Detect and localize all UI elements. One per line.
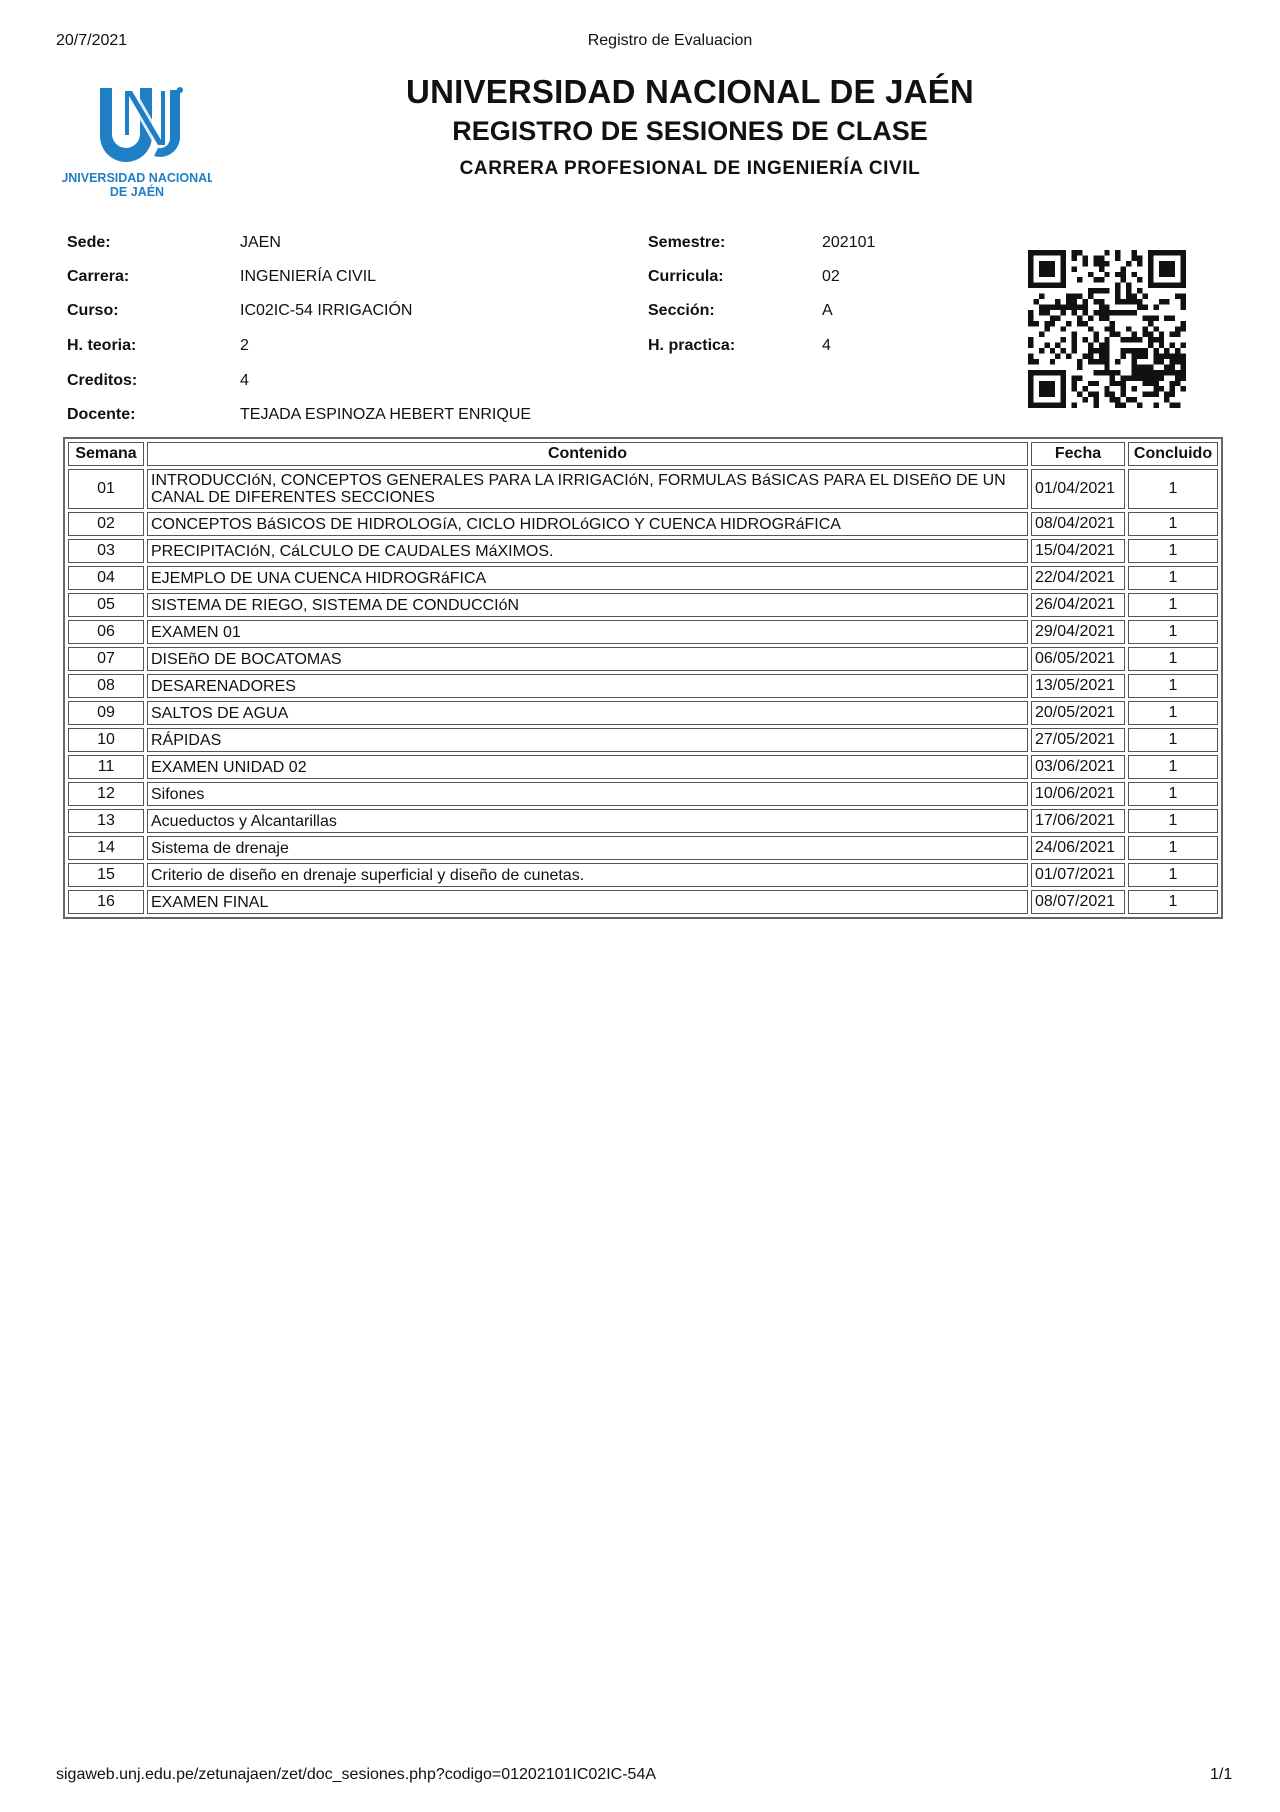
- table-row: [68, 755, 1218, 779]
- table-row: [68, 728, 1218, 752]
- cell-contenido: Sifones: [147, 782, 1028, 806]
- cell-contenido: DESARENADORES: [147, 674, 1028, 698]
- cell-concluido: 1: [1128, 647, 1218, 671]
- cell-fecha: 27/05/2021: [1031, 728, 1125, 752]
- sede-value: JAEN: [240, 234, 281, 251]
- document-title: REGISTRO DE SESIONES DE CLASE: [452, 116, 928, 146]
- cell-semana: 09: [68, 701, 144, 725]
- cell-contenido: EXAMEN UNIDAD 02: [147, 755, 1028, 779]
- table-row: [68, 593, 1218, 617]
- cell-concluido: 1: [1128, 620, 1218, 644]
- carrera-label: Carrera:: [67, 268, 130, 285]
- semestre-label: Semestre:: [648, 234, 726, 251]
- cell-contenido: RÁPIDAS: [147, 728, 1028, 752]
- table-row: [68, 809, 1218, 833]
- curricula-value: 02: [822, 268, 840, 285]
- table-row: [68, 782, 1218, 806]
- cell-contenido: Sistema de drenaje: [147, 836, 1028, 860]
- semestre-value: 202101: [822, 234, 876, 251]
- h-teoria-label: H. teoria:: [67, 337, 137, 354]
- cell-fecha: 26/04/2021: [1031, 593, 1125, 617]
- cell-semana: 11: [68, 755, 144, 779]
- cell-semana: 14: [68, 836, 144, 860]
- cell-fecha: 01/07/2021: [1031, 863, 1125, 887]
- cell-fecha: 01/04/2021: [1031, 469, 1125, 509]
- footer-url[interactable]: sigaweb.unj.edu.pe/zetunajaen/zet/doc_sesiones.php?codigo=01202101IC02IC-54A: [56, 1766, 657, 1783]
- cell-fecha: 24/06/2021: [1031, 836, 1125, 860]
- table-row: [68, 647, 1218, 671]
- cell-semana: 02: [68, 512, 144, 536]
- table-row: [68, 890, 1218, 914]
- table-row: [68, 512, 1218, 536]
- cell-concluido: 1: [1128, 809, 1218, 833]
- cell-semana: 05: [68, 593, 144, 617]
- print-title-wrap: [0, 32, 1200, 50]
- cell-semana: 08: [68, 674, 144, 698]
- header-concluido: Concluido: [1128, 442, 1218, 466]
- cell-contenido: EJEMPLO DE UNA CUENCA HIDROGRáFICA: [147, 566, 1028, 590]
- cell-semana: 16: [68, 890, 144, 914]
- cell-concluido: 1: [1128, 755, 1218, 779]
- seccion-label: Secci​ón:: [648, 302, 715, 319]
- cell-concluido: 1: [1128, 782, 1218, 806]
- cell-semana: 03: [68, 539, 144, 563]
- cell-contenido: EXAMEN FINAL: [147, 890, 1028, 914]
- creditos-label: Creditos:: [67, 372, 138, 389]
- cell-contenido: PRECIPITACIóN, CáLCULO DE CAUDALES MáXIMOS.: [147, 539, 1028, 563]
- cell-fecha: 10/06/2021: [1031, 782, 1125, 806]
- cell-fecha: 20/05/2021: [1031, 701, 1125, 725]
- curricula-label: Curricula:: [648, 268, 724, 285]
- table-row: [68, 620, 1218, 644]
- footer-page-number: 1/1: [1210, 1766, 1233, 1783]
- cell-concluido: 1: [1128, 512, 1218, 536]
- svg-text:DE JAÉN: DE JAÉN: [109, 185, 165, 199]
- cell-fecha: 08/04/2021: [1031, 512, 1125, 536]
- document-header: [300, 72, 1080, 182]
- table-row: [68, 701, 1218, 725]
- docente-value: TEJADA ESPINOZA HEBERT ENRIQUE: [240, 406, 532, 423]
- career-name: CARRERA PROFESIONAL DE INGENIERÍA CIVIL: [459, 158, 921, 179]
- table-row: [68, 863, 1218, 887]
- university-name: UNIVERSIDAD NACIONAL DE JAÉN: [406, 73, 974, 110]
- sessions-table: [63, 437, 1223, 919]
- cell-concluido: 1: [1128, 836, 1218, 860]
- table-row: [68, 469, 1218, 509]
- cell-concluido: 1: [1128, 593, 1218, 617]
- cell-concluido: 1: [1128, 701, 1218, 725]
- h-teoria-value: 2: [240, 337, 249, 354]
- seccion-value: A: [822, 302, 833, 319]
- cell-semana: 12: [68, 782, 144, 806]
- cell-concluido: 1: [1128, 469, 1218, 509]
- cell-contenido: CONCEPTOS BáSICOS DE HIDROLOGíA, CICLO HIDROLóGICO Y CUENCA HIDROGRáFICA: [147, 512, 1028, 536]
- cell-semana: 06: [68, 620, 144, 644]
- docente-label: Docente:: [67, 406, 136, 423]
- header-fecha: Fecha: [1031, 442, 1125, 466]
- cell-concluido: 1: [1128, 890, 1218, 914]
- h-practica-label: H. practica:: [648, 337, 736, 354]
- cell-semana: 13: [68, 809, 144, 833]
- cell-fecha: 22/04/2021: [1031, 566, 1125, 590]
- cell-fecha: 03/06/2021: [1031, 755, 1125, 779]
- cell-concluido: 1: [1128, 539, 1218, 563]
- cell-fecha: 15/04/2021: [1031, 539, 1125, 563]
- cell-fecha: 08/07/2021: [1031, 890, 1125, 914]
- cell-contenido: DISEñO DE BOCATOMAS: [147, 647, 1028, 671]
- table-row: [68, 539, 1218, 563]
- table-row: [68, 566, 1218, 590]
- table-row: [68, 674, 1218, 698]
- h-practica-value: 4: [822, 337, 831, 354]
- print-date: 20/7/2021: [56, 32, 128, 49]
- cell-contenido: SISTEMA DE RIEGO, SISTEMA DE CONDUCCIóN: [147, 593, 1028, 617]
- cell-concluido: 1: [1128, 674, 1218, 698]
- cell-semana: 15: [68, 863, 144, 887]
- cell-contenido: Acueductos y Alcantarillas: [147, 809, 1028, 833]
- curso-value: IC02IC-54 IRRIGACIÓN: [240, 302, 413, 319]
- svg-text:UNIVERSIDAD NACIONAL: UNIVERSIDAD NACIONAL: [62, 171, 212, 185]
- print-title: Registro de Evaluacion: [587, 32, 753, 49]
- creditos-value: 4: [240, 372, 249, 389]
- cell-contenido: SALTOS DE AGUA: [147, 701, 1028, 725]
- table-row: [68, 836, 1218, 860]
- cell-concluido: 1: [1128, 863, 1218, 887]
- cell-semana: 04: [68, 566, 144, 590]
- header-semana: Semana: [68, 442, 144, 466]
- cell-semana: 07: [68, 647, 144, 671]
- cell-fecha: 29/04/2021: [1031, 620, 1125, 644]
- cell-fecha: 06/05/2021: [1031, 647, 1125, 671]
- carrera-value: INGENIERÍA CIVIL: [240, 268, 377, 285]
- qr-code: [1028, 250, 1186, 408]
- cell-concluido: 1: [1128, 728, 1218, 752]
- cell-fecha: 17/06/2021: [1031, 809, 1125, 833]
- curso-label: Curso:: [67, 302, 119, 319]
- table-header-row: [68, 442, 1218, 466]
- header-contenido: Contenido: [147, 442, 1028, 466]
- cell-semana: 10: [68, 728, 144, 752]
- cell-semana: 01: [68, 469, 144, 509]
- cell-concluido: 1: [1128, 566, 1218, 590]
- cell-contenido: EXAMEN 01: [147, 620, 1028, 644]
- cell-fecha: 13/05/2021: [1031, 674, 1125, 698]
- cell-contenido: INTRODUCCIóN, CONCEPTOS GENERALES PARA LA IRRIGACIóN, FORMULAS BáSICAS PARA EL DISEñO DE UN CANAL DE DIFERENTES SECCIONES: [147, 469, 1028, 509]
- university-logo: [62, 86, 212, 200]
- cell-contenido: Criterio de diseño en drenaje superficial y diseño de cunetas.: [147, 863, 1028, 887]
- sede-label: Sede:: [67, 234, 111, 251]
